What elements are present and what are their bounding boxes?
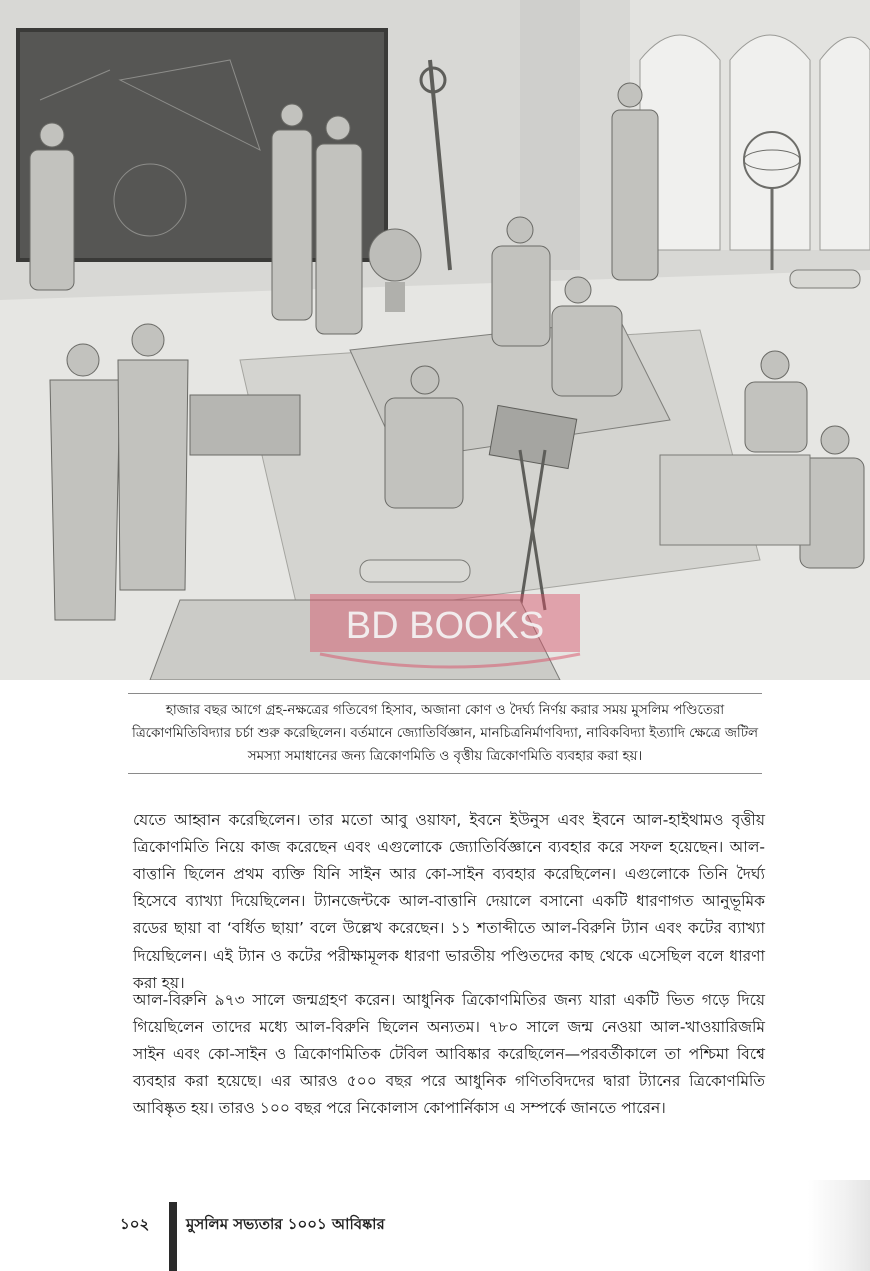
svg-text:BD BOOKS: BD BOOKS <box>345 605 545 647</box>
running-footer-title: মুসলিম সভ্যতার ১০০১ আবিষ্কার <box>186 1215 385 1233</box>
page-corner-shadow <box>808 1180 870 1271</box>
footer-divider <box>169 1202 177 1271</box>
caption-bottom-rule <box>128 773 762 774</box>
caption-top-rule <box>128 693 762 694</box>
page-number: ১০২ <box>120 1215 150 1233</box>
watermark-logo <box>300 592 588 684</box>
body-paragraph: যেতে আহ্বান করেছিলেন। তার মতো আবু ওয়াফা, ইবনে ইউনুস এবং ইবনে আল-হাইথামও বৃত্তীয় ত্রিকোণমিতি নিয়ে কাজ করেছেন এবং এগুলোকে জ্যোতির্বিজ্ঞানে ব্যবহার করে সফল হয়েছেন। আল-বাত্তানি ছিলেন প্রথম ব্যক্তি যিনি সাইন আর কো-সাইন ব্যবহার করেছিলেন। এগুলোকে তিনি দৈর্ঘ্য হিসেবে ব্যাখ্যা দিয়েছিলেন। ট্যানজেন্টকে আল-বাত্তানি দেয়ালে বসানো একটি ধারণাগত আনুভূমিক রডের ছায়া বা ‘বর্ধিত ছায়া’ বলে উল্লেখ করেছেন। ১১ শতাব্দীতে আল-বিরুনি ট্যান এবং কটের ব্যাখ্যা দিয়েছিলেন। এই ট্যান ও কটের পরীক্ষামূলক ধারণা ভারতীয় পণ্ডিতদের কাছ থেকে এসেছিল বলে ধারণা করা হয়। <box>133 810 765 992</box>
figure-caption: হাজার বছর আগে গ্রহ-নক্ষত্রের গতিবেগ হিসাব, অজানা কোণ ও দৈর্ঘ্য নির্ণয় করার সময় মুসলিম পণ্ডিতেরা ত্রিকোণমিতিবিদ্যার চর্চা শুরু করেছিলেন। বর্তমানে জ্যোতির্বিজ্ঞান, মানচিত্রনির্মাণবিদ্যা, নাবিকবিদ্যা ইত্যাদি ক্ষেত্রে জটিল সমস্যা সমাধানের জন্য ত্রিকোণমিতি ও বৃত্তীয় ত্রিকোণমিতি ব্যবহার করা হয়। <box>131 703 758 764</box>
body-paragraph: আল-বিরুনি ৯৭৩ সালে জন্মগ্রহণ করেন। আধুনিক ত্রিকোণমিতির জন্য যারা একটি ভিত গড়ে দিয়ে গিয়েছিলেন তাদের মধ্যে আল-বিরুনি ছিলেন অন্যতম। ৭৮০ সালে জন্ম নেওয়া আল-খাওয়ারিজমি সাইন এবং কো-সাইন ও ত্রিকোণমিতিক টেবিল আবিষ্কার করেছিলেন—পরবর্তীকালে তা পশ্চিমা বিশ্বে ব্যবহার করা হয়েছে। এর আরও ৫০০ বছর পরে আধুনিক গণিতবিদদের দ্বারা ট্যানের ত্রিকোণমিতি আবিষ্কৃত হয়। তারও ১০০ বছর পরে নিকোলাস কোপার্নিকাস এ সম্পর্কে জানতে পারেন। <box>133 990 765 1118</box>
